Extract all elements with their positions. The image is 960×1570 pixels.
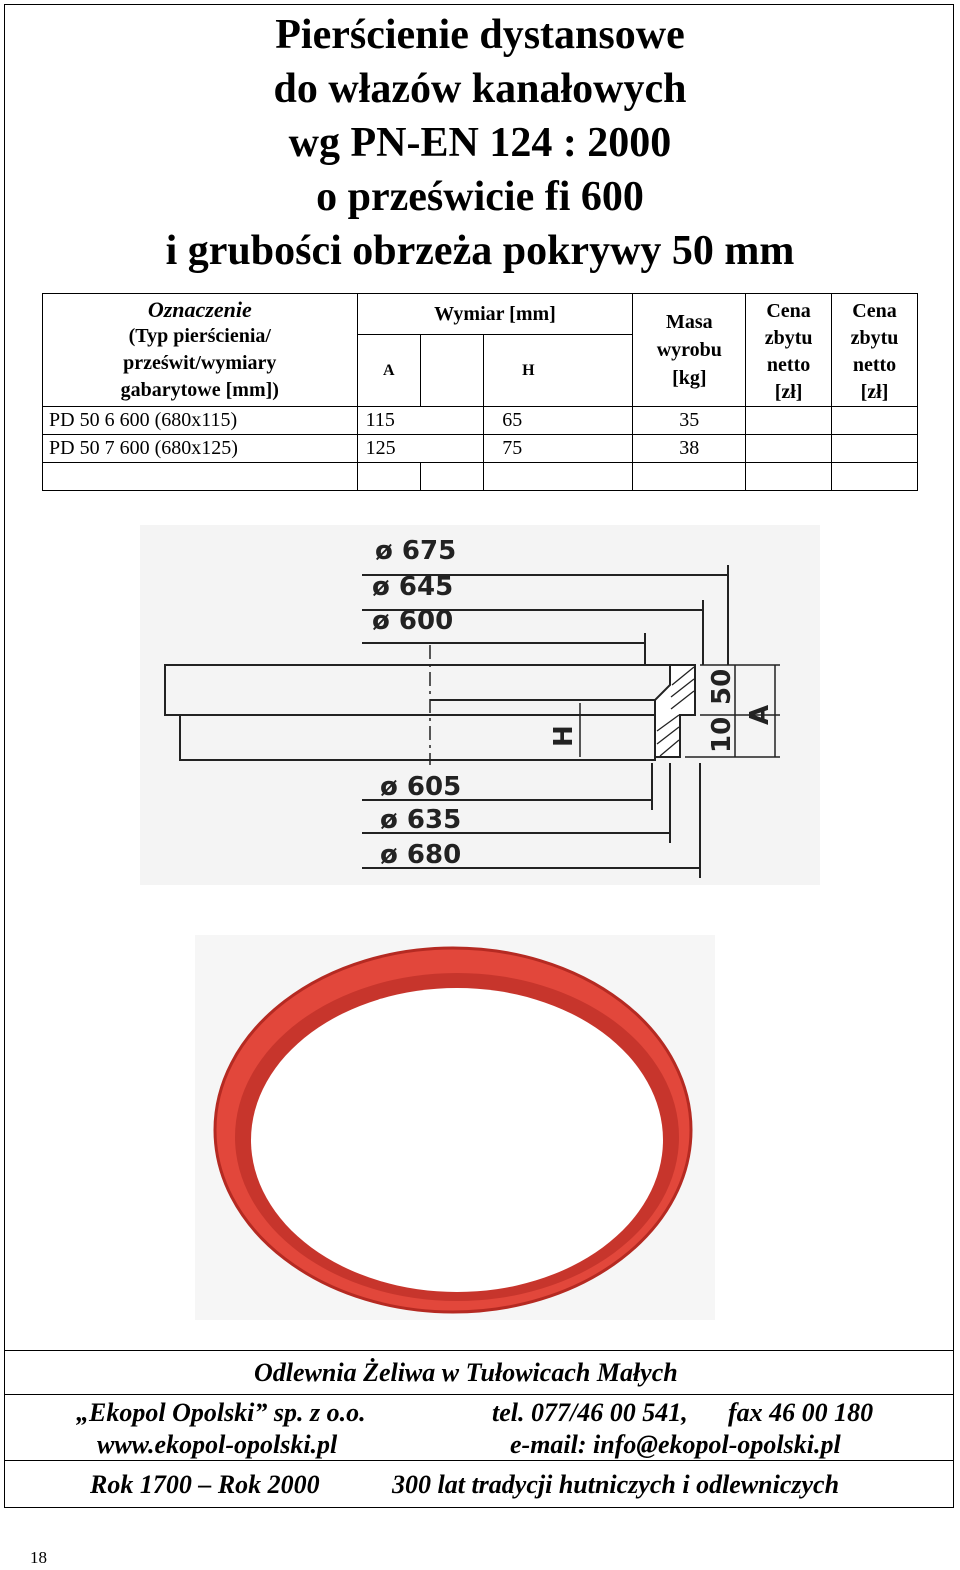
title-line-1: Pierścienie dystansowe <box>275 12 685 58</box>
row-3-h <box>484 463 633 491</box>
dim-label-680: ø 680 <box>380 840 462 870</box>
table-row <box>43 435 918 463</box>
title-line-2: do włazów kanałowych <box>273 66 687 112</box>
row-3-a2 <box>420 463 483 491</box>
footer-company: „Ekopol Opolski” sp. z o.o. <box>76 1398 366 1427</box>
header-cena-2-line-4: [zł] <box>860 381 889 403</box>
dim-label-50: 50 <box>707 668 737 705</box>
footer-divider-top <box>4 1350 954 1351</box>
row-1-name: PD 50 6 600 (680x115) <box>43 407 358 435</box>
dim-label-605: ø 605 <box>380 772 462 802</box>
header-cena-1-line-2: zbytu <box>764 327 813 349</box>
row-3-cena-2 <box>832 463 918 491</box>
header-cena-1 <box>746 294 832 407</box>
header-wymiar: Wymiar [mm] <box>357 294 633 335</box>
dim-label-600: ø 600 <box>372 606 454 636</box>
header-masa-2: wyrobu <box>656 339 722 361</box>
dim-label-a: A <box>745 704 775 725</box>
title-line-5: i grubości obrzeża pokrywy 50 mm <box>165 228 795 274</box>
ring-hole <box>251 988 663 1292</box>
row-1-a: 115 <box>357 407 484 435</box>
row-3-cena-1 <box>746 463 832 491</box>
header-masa-1: Masa <box>665 311 713 333</box>
dim-label-10: 10 <box>707 716 737 753</box>
header-oznaczenie-title: Oznaczenie <box>147 297 252 322</box>
header-cena-1-line-1: Cena <box>766 300 811 322</box>
row-3-masa <box>633 463 746 491</box>
footer-divider-bottom <box>4 1460 954 1461</box>
dim-label-675: ø 675 <box>375 536 457 566</box>
header-a: A <box>357 335 420 407</box>
footer-phone: tel. 077/46 00 541, <box>492 1398 688 1427</box>
row-2-h: 75 <box>484 435 633 463</box>
header-masa-3: [kg] <box>672 367 707 389</box>
header-h-label: H <box>522 361 535 379</box>
table-row-empty <box>43 463 918 491</box>
dim-label-h: H <box>549 725 579 747</box>
table-row <box>43 407 918 435</box>
row-2-a: 125 <box>357 435 484 463</box>
footer-divider-middle <box>4 1394 954 1395</box>
footer-fax: fax 46 00 180 <box>728 1398 874 1427</box>
row-1-cena-1 <box>746 407 832 435</box>
header-masa <box>633 294 746 407</box>
document-title <box>0 8 960 278</box>
header-cena-1-line-3: netto <box>766 354 811 376</box>
header-h <box>484 335 633 407</box>
ring-photo <box>195 935 715 1320</box>
dim-label-645: ø 645 <box>372 572 454 602</box>
specification-table <box>42 293 918 491</box>
footer-years: Rok 1700 – Rok 2000 <box>90 1470 320 1499</box>
header-a-gap <box>420 335 483 407</box>
row-2-name: PD 50 7 600 (680x125) <box>43 435 358 463</box>
header-oznaczenie-sub-1: (Typ pierścienia/ <box>128 325 271 347</box>
row-2-cena-2 <box>832 435 918 463</box>
header-cena-2-line-3: netto <box>852 354 897 376</box>
footer-email: e-mail: info@ekopol-opolski.pl <box>510 1430 841 1459</box>
row-1-masa: 35 <box>633 407 746 435</box>
header-oznaczenie <box>43 294 358 407</box>
header-oznaczenie-sub-3: gabarytowe [mm]) <box>120 379 279 401</box>
header-cena-2 <box>832 294 918 407</box>
header-cena-1-line-4: [zł] <box>774 381 803 403</box>
row-2-cena-1 <box>746 435 832 463</box>
footer-website: www.ekopol-opolski.pl <box>97 1430 338 1459</box>
row-1-cena-2 <box>832 407 918 435</box>
footer-tradition: 300 lat tradycji hutniczych i odlewniczych <box>392 1470 840 1499</box>
header-cena-2-line-2: zbytu <box>850 327 899 349</box>
header-cena-2-line-1: Cena <box>852 300 897 322</box>
page-number: 18 <box>30 1548 47 1567</box>
row-2-masa: 38 <box>633 435 746 463</box>
footer-foundry: Odlewnia Żeliwa w Tułowicach Małych <box>254 1358 678 1387</box>
technical-drawing <box>140 525 820 885</box>
title-line-3: wg PN-EN 124 : 2000 <box>288 120 672 166</box>
row-3-a <box>357 463 420 491</box>
header-oznaczenie-sub-2: prześwit/wymiary <box>123 352 277 374</box>
row-3-name <box>43 463 358 491</box>
row-1-h: 65 <box>484 407 633 435</box>
title-line-4: o prześwicie fi 600 <box>316 174 644 220</box>
dim-label-635: ø 635 <box>380 805 462 835</box>
